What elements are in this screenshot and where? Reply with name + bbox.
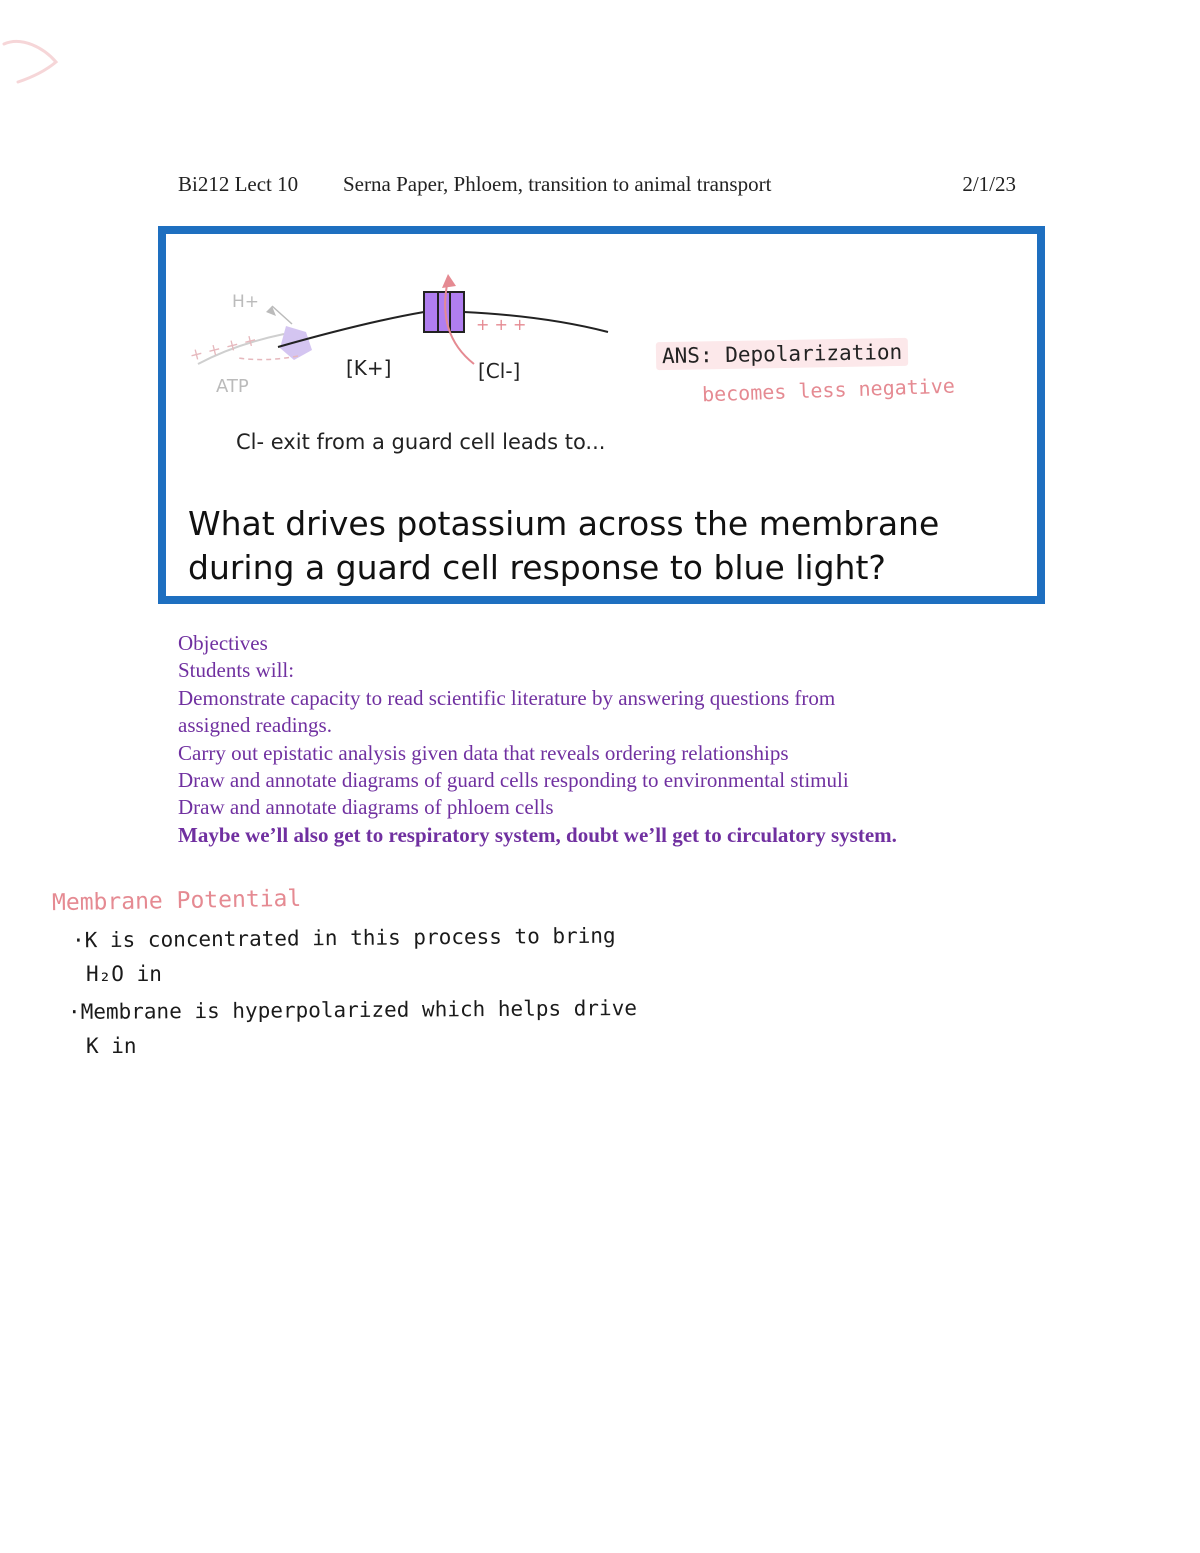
- slide-prompt: Cl- exit from a guard cell leads to...: [236, 430, 606, 454]
- page-header: [178, 170, 1016, 202]
- objective-item: Carry out epistatic analysis given data that reveals ordering relationships: [178, 740, 789, 765]
- lecture-title: Serna Paper, Phloem, transition to animal transport: [343, 172, 772, 196]
- objective-item: Demonstrate capacity to read scientific literature by answering questions from: [178, 685, 836, 710]
- objectives-heading: Objectives: [178, 631, 268, 655]
- question-line: during a guard cell response to blue light?: [188, 548, 886, 587]
- chloride-concentration-label: [Cl-]: [478, 359, 521, 383]
- pen-stroke-mark: [0, 14, 70, 84]
- plus-charges-right: + + +: [476, 315, 527, 334]
- objective-item: Draw and annotate diagrams of phloem cells: [178, 795, 554, 820]
- objectives-block: [178, 630, 1018, 849]
- note-line: H₂O in: [86, 962, 162, 986]
- potassium-concentration-label: [K+]: [346, 356, 392, 380]
- ion-channel-icon: [424, 292, 464, 332]
- h-plus-label: H+: [232, 292, 260, 312]
- objectives-intro: Students will:: [178, 658, 295, 683]
- lecture-slide: [158, 226, 1045, 604]
- note-line: K in: [86, 1034, 137, 1058]
- notes-title: Membrane Potential: [51, 885, 302, 917]
- note-line: ·K is concentrated in this process to bring: [71, 923, 616, 953]
- objective-item: Draw and annotate diagrams of guard cells responding to environmental stimuli: [178, 768, 849, 793]
- plus-charges-left: + + + +: [187, 329, 259, 365]
- note-line: ·Membrane is hyperpolarized which helps drive: [67, 996, 638, 1024]
- question-line: What drives potassium across the membrane: [188, 504, 940, 543]
- slide-question: [188, 502, 1028, 590]
- answer-annotation: ANS: Depolarization: [656, 338, 909, 370]
- proton-pump-icon: [280, 326, 312, 360]
- atp-label: ATP: [216, 376, 249, 397]
- objective-item-continued: assigned readings.: [178, 713, 332, 738]
- objective-item: Maybe we’ll also get to respiratory system, doubt we’ll get to circulatory system.: [178, 822, 897, 847]
- lecture-date: 2/1/23: [962, 172, 1016, 196]
- answer-note: becomes less negative: [701, 373, 956, 407]
- course-label: Bi212 Lect 10: [178, 172, 299, 196]
- atp-arrow-icon: [238, 356, 298, 360]
